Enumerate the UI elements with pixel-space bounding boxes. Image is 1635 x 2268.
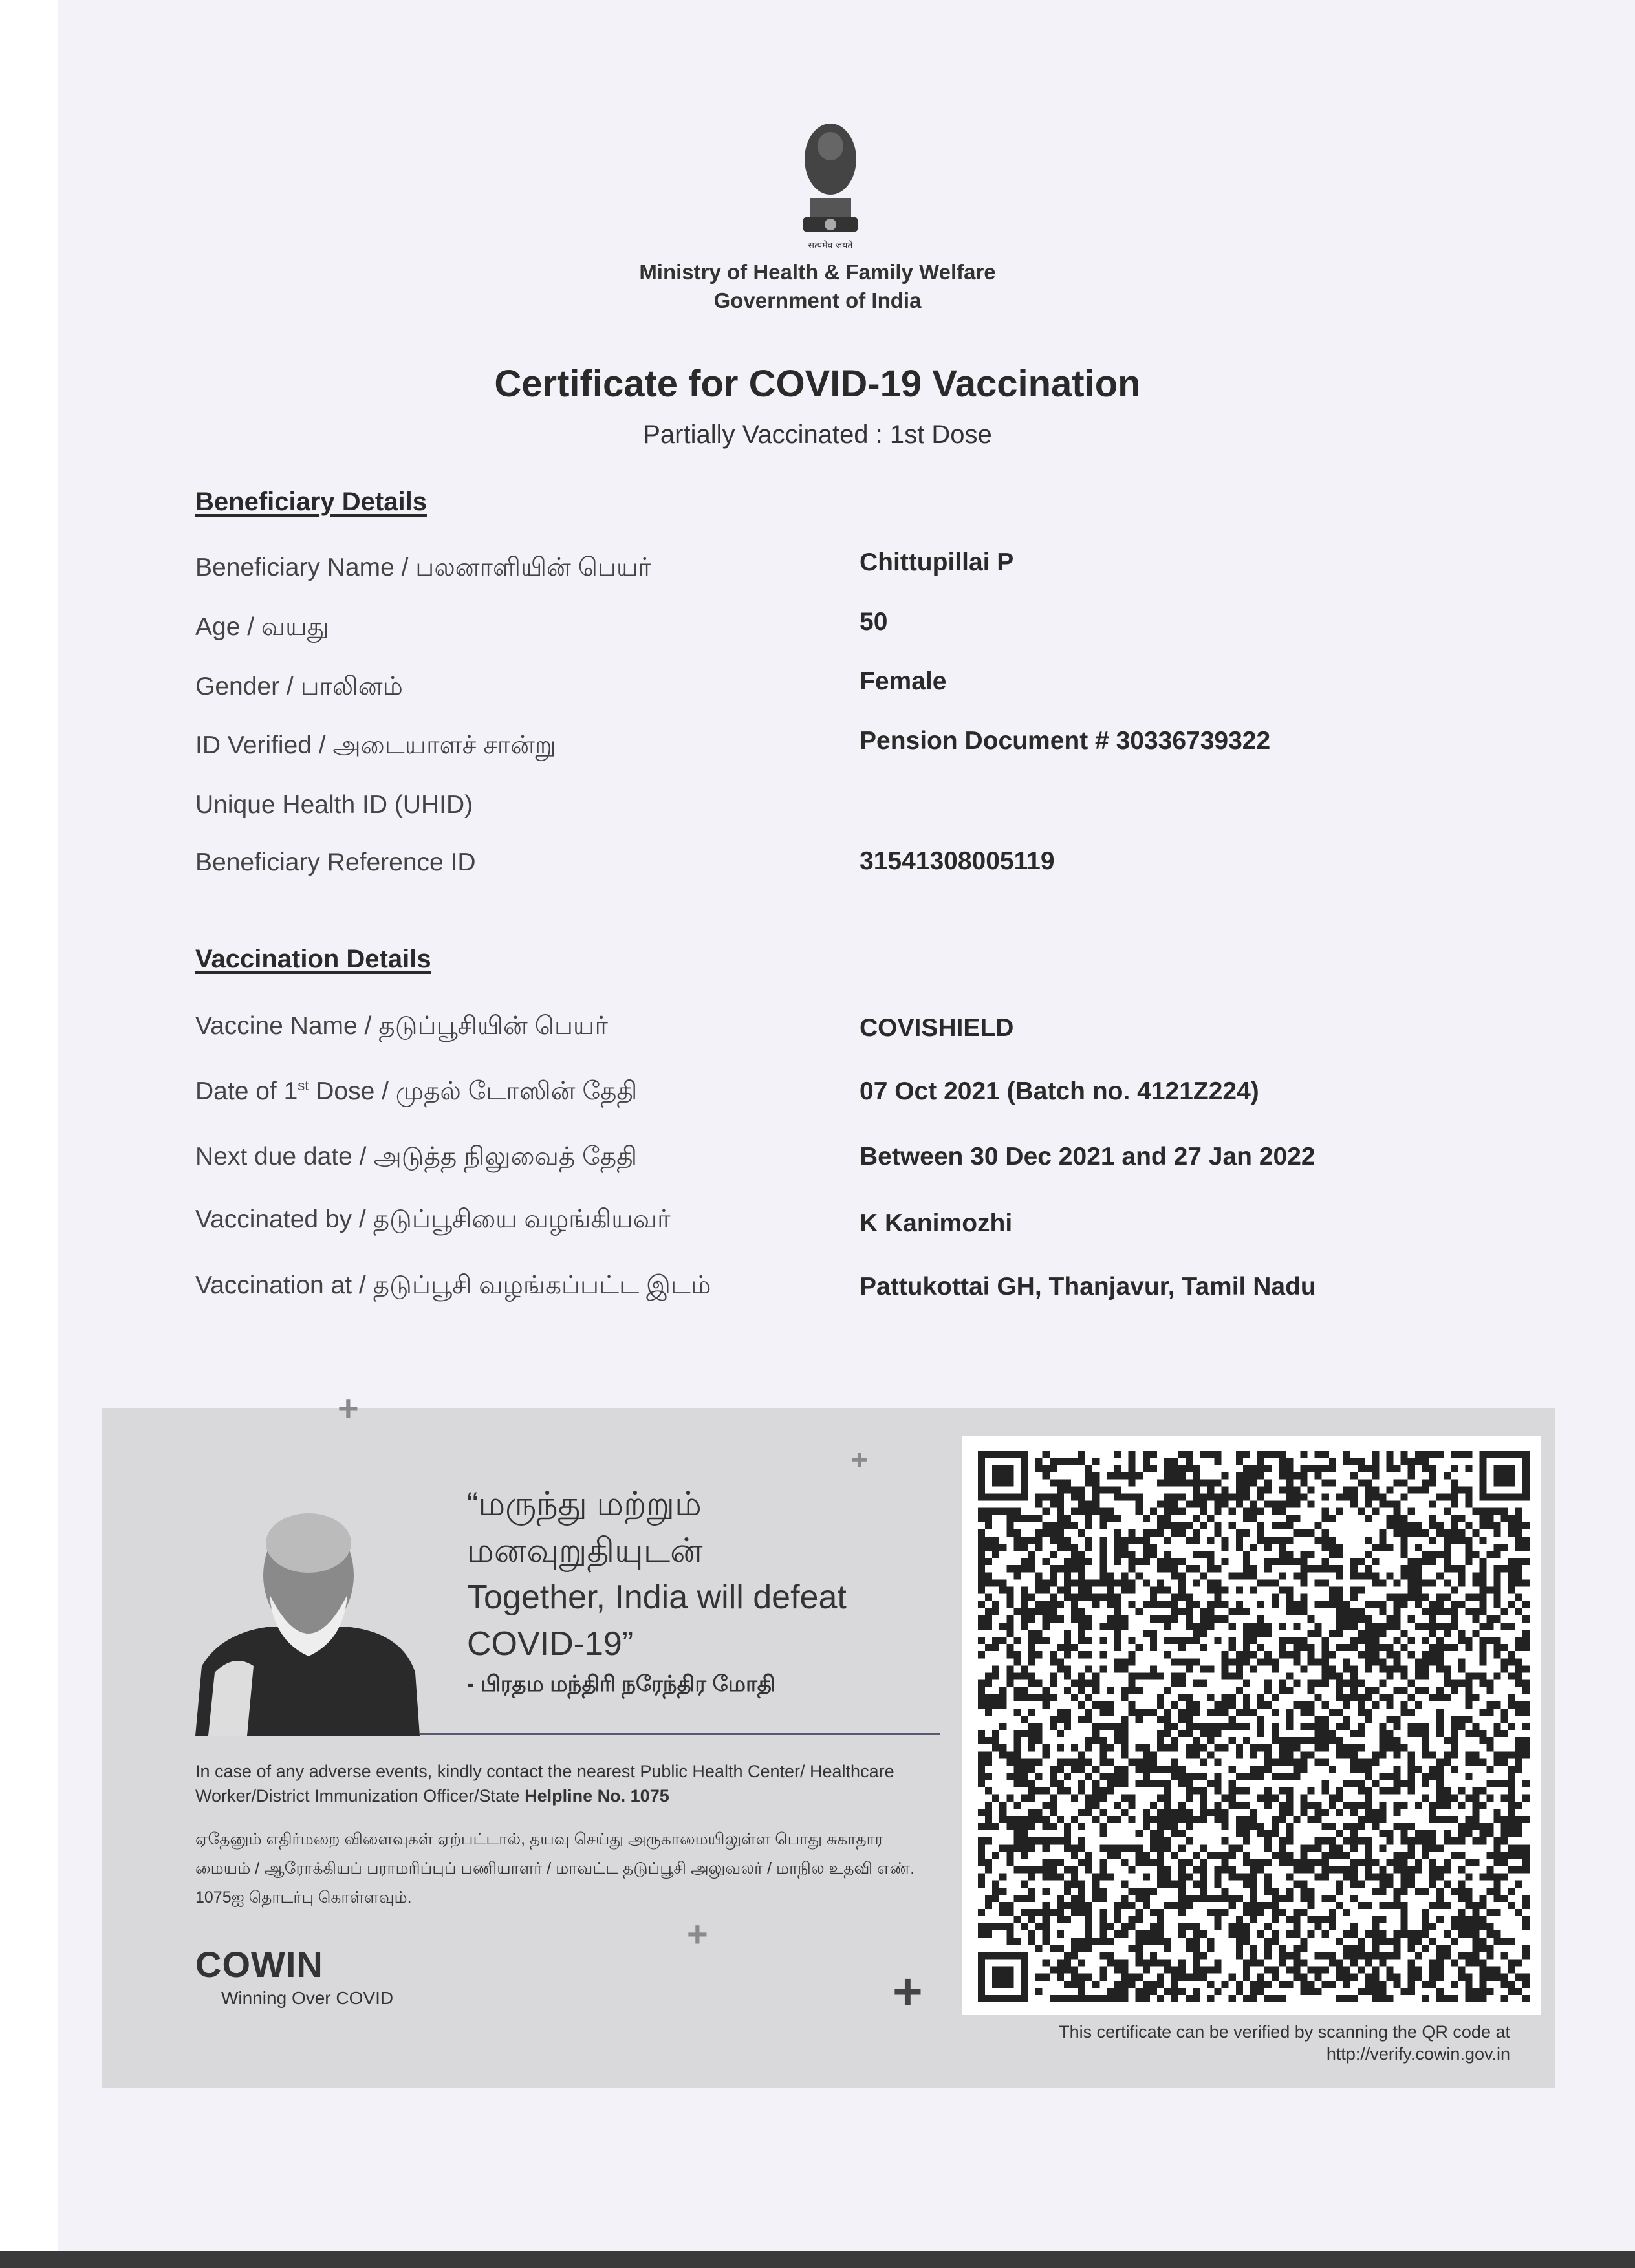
first-dose-date-value: 07 Oct 2021 (Batch no. 4121Z224) [860, 1077, 1259, 1105]
quote-line: மனவுறுதியுடன் [467, 1532, 703, 1570]
beneficiary-name-value: Chittupillai P [860, 548, 1014, 576]
age-value: 50 [860, 608, 888, 636]
quote-line: “மருந்து மற்றும் [467, 1485, 702, 1523]
vaccine-name-value: COVISHIELD [860, 1014, 1014, 1042]
verification-note [970, 2021, 1510, 2065]
vaccination-at-label: Vaccination at / தடுப்பூசி வழங்கப்பட்ட இடம் [195, 1271, 711, 1299]
adverse-events-notice-tamil: ஏதேனும் எதிர்மறை விளைவுகள் ஏற்பட்டால், தயவு செய்து அருகாமையிலுள்ள பொது சுகாதார மையம் / ஆரோக்கியப் பராமரிப்புப் பணியாளர் / மாவட்ட தடுப்பூசி அலுவலர் / மாநில உதவி எண். 1075ஐ தொடர்பு கொள்ளவும். [195, 1830, 915, 1906]
dose-status: Partially Vaccinated : 1st Dose [643, 420, 992, 449]
id-verified-value: Pension Document # 30336739322 [860, 727, 1271, 755]
ministry-name: Ministry of Health & Family Welfare [639, 260, 996, 284]
plus-icon: + [687, 1914, 708, 1954]
vaccination-details-heading: Vaccination Details [195, 945, 431, 973]
cowin-tagline: Winning Over COVID [221, 1988, 394, 2008]
vaccination-at-value: Pattukottai GH, Thanjavur, Tamil Nadu [860, 1273, 1316, 1301]
verify-url: http://verify.cowin.gov.in [1326, 2044, 1510, 2064]
quote-line: Together, India will defeat [467, 1579, 847, 1616]
prime-minister-photo [195, 1504, 420, 1736]
id-verified-label: ID Verified / அடையாளச் சான்று [195, 731, 556, 759]
quote-attribution: - பிரதம மந்திரி நரேந்திர மோதி [467, 1672, 775, 1696]
reference-id-label: Beneficiary Reference ID [195, 848, 476, 876]
cowin-logo: COWIN [195, 1944, 323, 1985]
first-dose-date-label [195, 1077, 637, 1109]
government-name: Government of India [713, 288, 922, 312]
helpline-number: Helpline No. 1075 [525, 1786, 669, 1806]
plus-icon: + [893, 1963, 923, 2020]
adverse-events-notice [195, 1759, 939, 1808]
label-text: Dose / முதல் டோஸின் தேதி [309, 1077, 638, 1105]
notice-text: In case of any adverse events, kindly contact the nearest Public Health Center/ Healthcare Worker/District Immunization Officer/State [195, 1762, 894, 1806]
age-label: Age / வயது [195, 613, 329, 641]
vaccine-name-label: Vaccine Name / தடுப்பூசியின் பெயர் [195, 1012, 608, 1040]
next-due-date-value: Between 30 Dec 2021 and 27 Jan 2022 [860, 1143, 1316, 1171]
label-sup: st [298, 1077, 309, 1094]
next-due-date-label: Next due date / அடுத்த நிலுவைத் தேதி [195, 1143, 638, 1171]
quote-line: COVID-19” [467, 1625, 634, 1663]
plus-icon: + [338, 1388, 359, 1429]
gender-label: Gender / பாலினம் [195, 673, 403, 700]
svg-text:सत्यमेव जयते: सत्यमेव जयते [808, 241, 853, 251]
quote-text [467, 1481, 847, 1667]
uhid-label: Unique Health ID (UHID) [195, 791, 473, 819]
vaccinated-by-label: Vaccinated by / தடுப்பூசியை வழங்கியவர் [195, 1205, 671, 1233]
reference-id-value: 31541308005119 [860, 847, 1055, 875]
scan-edge [0, 2251, 1635, 2268]
label-text: Date of 1 [195, 1077, 298, 1105]
gender-value: Female [860, 667, 947, 695]
plus-icon: + [851, 1444, 868, 1476]
paper-margin [0, 0, 58, 2268]
qr-code [978, 1451, 1530, 2002]
vaccinated-by-value: K Kanimozhi [860, 1209, 1013, 1237]
beneficiary-details-heading: Beneficiary Details [195, 488, 427, 516]
certificate-title: Certificate for COVID-19 Vaccination [494, 363, 1141, 405]
divider [420, 1733, 940, 1735]
beneficiary-name-label: Beneficiary Name / பலனாளியின் பெயர் [195, 554, 651, 581]
verify-text: This certificate can be verified by scanning the QR code at [1059, 2022, 1510, 2042]
national-emblem-icon [790, 120, 871, 253]
